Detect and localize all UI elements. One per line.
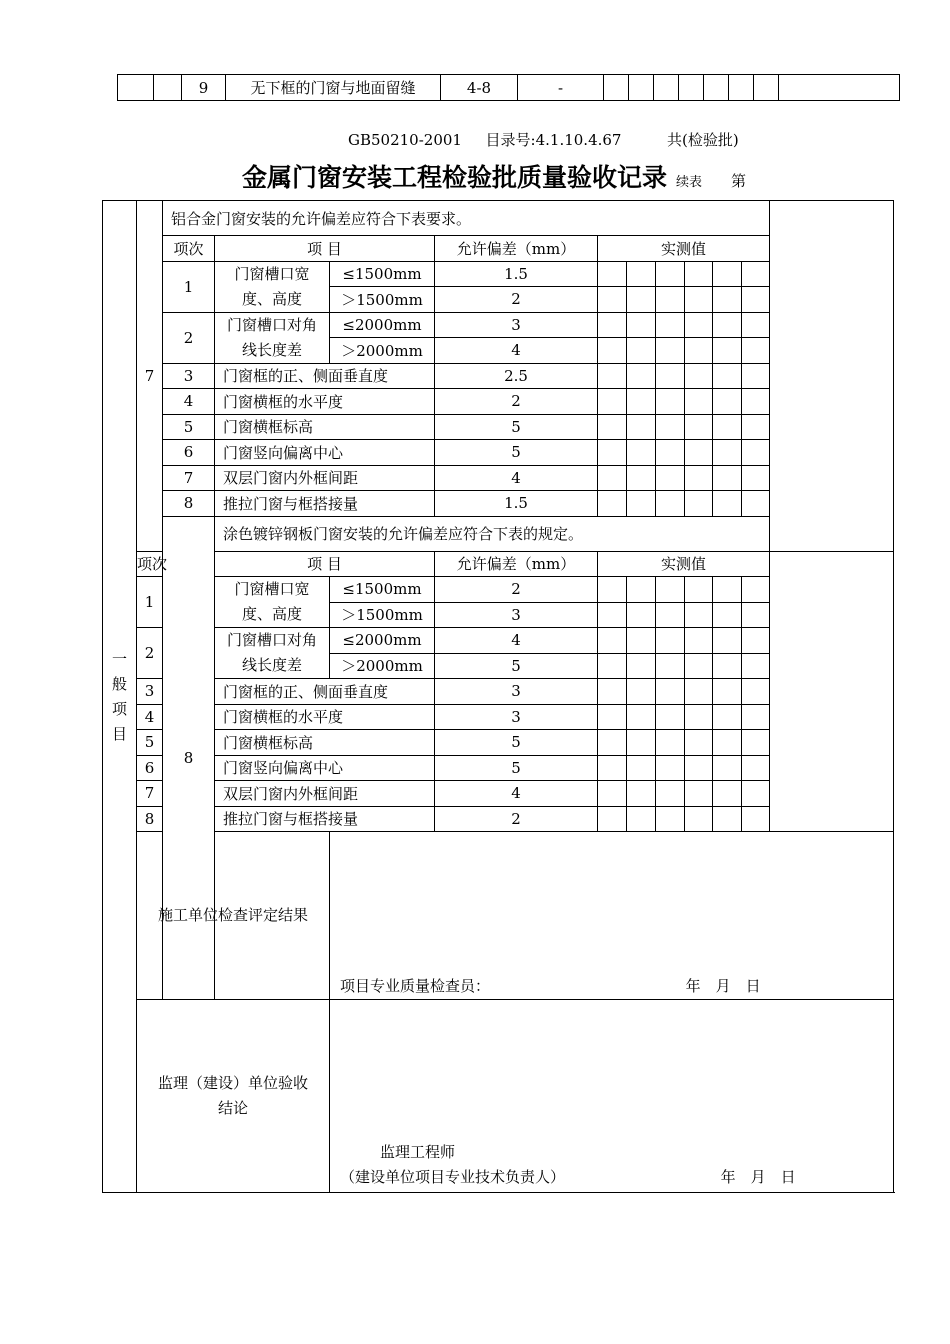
table-row: ＞2000mm 4 xyxy=(103,338,894,364)
table-row: 1 门窗槽口宽度、高度 ≤1500mm 2 xyxy=(103,577,894,603)
meta-line xyxy=(348,129,739,150)
supervision-date: 年 月 日 xyxy=(720,1168,796,1186)
table-row: 5 门窗横框标高 5 xyxy=(103,730,894,756)
owner-label: （建设单位项目专业技术负责人） xyxy=(340,1168,566,1186)
supervision-sign-area xyxy=(330,1000,894,1193)
table-row xyxy=(103,516,894,551)
engineer-label: 监理工程师 xyxy=(380,1143,456,1161)
table-row: 2 门窗槽口对角线长度差 ≤2000mm 4 xyxy=(103,628,894,654)
table-row xyxy=(118,75,900,101)
table-row: 4 门窗横框的水平度 2 xyxy=(103,389,894,415)
table-row: 7 双层门窗内外框间距 4 xyxy=(103,781,894,807)
construction-sign-area xyxy=(330,832,894,1000)
header-tolerance: 允许偏差（mm） xyxy=(435,236,598,262)
standard-code: GB50210-2001 xyxy=(348,131,462,149)
header-item: 项 目 xyxy=(215,236,435,262)
main-table xyxy=(102,200,894,1193)
table-row: 6 门窗竖向偏离中心 5 xyxy=(103,755,894,781)
table-row: 4 门窗横框的水平度 3 xyxy=(103,704,894,730)
title-page: 第 xyxy=(731,172,747,190)
table-row: 1 门窗槽口宽度、高度 ≤1500mm 1.5 xyxy=(103,261,894,287)
table-row: 8 推拉门窗与框搭接量 1.5 xyxy=(103,491,894,517)
header-index: 项次 xyxy=(163,236,215,262)
top-measure: - xyxy=(518,75,604,101)
batch-total: 共(检验批) xyxy=(667,131,739,149)
table-row: 6 门窗竖向偏离中心 5 xyxy=(103,440,894,466)
construction-label: 施工单位检查评定结果 xyxy=(137,832,330,1000)
table-row: 2 门窗槽口对角线长度差 ≤2000mm 3 xyxy=(103,312,894,338)
title-suffix: 续表 xyxy=(676,175,703,190)
table-row: 7 双层门窗内外框间距 4 xyxy=(103,465,894,491)
top-tolerance: 4-8 xyxy=(441,75,518,101)
top-table xyxy=(117,74,900,101)
top-index: 9 xyxy=(182,75,226,101)
section-title: 铝合金门窗安装的允许偏差应符合下表要求。 xyxy=(163,201,770,236)
table-row xyxy=(103,1000,894,1193)
table-row: 5 门窗横框标高 5 xyxy=(103,414,894,440)
table-row: ＞1500mm 3 xyxy=(103,602,894,628)
table-row: 8 推拉门窗与框搭接量 2 xyxy=(103,806,894,832)
table-row: ＞2000mm 5 xyxy=(103,653,894,679)
inspector-label: 项目专业质量检查员： xyxy=(340,977,491,995)
general-items-label: 一般项目 xyxy=(103,201,137,1193)
table-row: 3 门窗框的正、侧面垂直度 3 xyxy=(103,679,894,705)
table-row xyxy=(103,201,894,236)
header-measured: 实测值 xyxy=(598,236,770,262)
catalog-number: 目录号:4.1.10.4.67 xyxy=(485,131,622,149)
construction-date: 年 月 日 xyxy=(685,977,761,995)
top-item: 无下框的门窗与地面留缝 xyxy=(226,75,441,101)
section-number: 8 xyxy=(163,516,215,1000)
page-title: 金属门窗安装工程检验批质量验收记录 xyxy=(242,163,668,192)
section-number: 7 xyxy=(137,201,163,552)
supervision-label: 监理（建设）单位验收结论 xyxy=(137,1000,330,1193)
table-row: ＞1500mm 2 xyxy=(103,287,894,313)
table-row: 3 门窗框的正、侧面垂直度 2.5 xyxy=(103,363,894,389)
table-row: 项次 项 目 允许偏差（mm） 实测值 xyxy=(103,551,894,577)
section-title: 涂色镀锌钢板门窗安装的允许偏差应符合下表的规定。 xyxy=(215,516,894,551)
table-row xyxy=(103,832,894,1000)
